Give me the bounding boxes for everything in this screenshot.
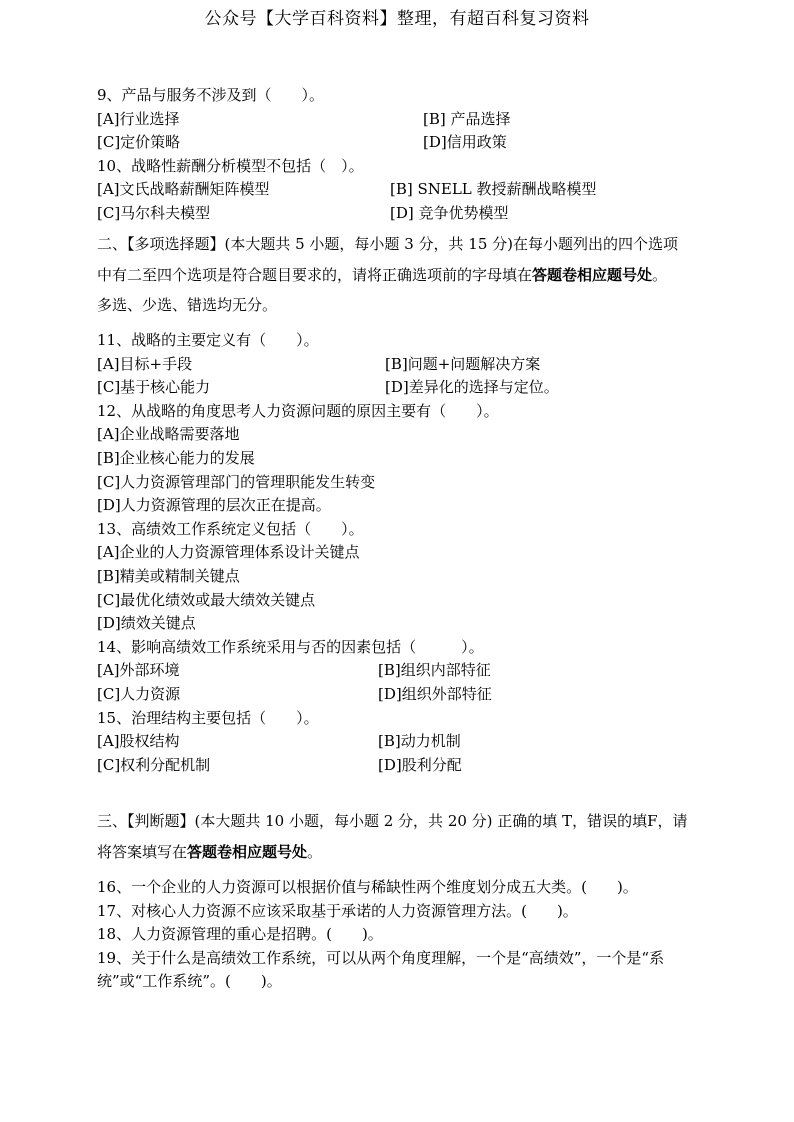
section3-line2-end: 。 [307,842,323,861]
q9-option-a: [A]行业选择 [97,109,180,128]
q11-option-c: [C]基于核心能力 [97,378,211,397]
q17-text: 17、对核心人力资源不应该采取基于承诺的人力资源管理方法。( )。 [97,901,578,920]
q10-option-c: [C]马尔科夫模型 [97,203,211,222]
q10-option-b: [B] SNELL 教授薪酬战略模型 [390,180,597,199]
part1-questions [97,84,707,226]
q10-option-a: [A]文氏战略薪酬矩阵模型 [97,180,270,199]
q13-option-d: [D]绩效关键点 [97,614,196,633]
q11-option-a: [A]目标+手段 [97,354,193,373]
q15-option-b: [B]动力机制 [378,732,461,751]
q9-row-ab [97,108,707,132]
q14-option-d: [D]组织外部特征 [378,684,492,703]
section3-line2 [97,837,707,868]
section2-line3: 多选、少选、错选均无分。 [97,296,278,314]
q9-option-c: [C]定价策略 [97,133,181,152]
q18-text: 18、人力资源管理的重心是招聘。( )。 [97,925,383,944]
q10-option-d: [D] 竞争优势模型 [390,203,509,222]
q9-row-cd [97,131,707,155]
q12-option-b: [B]企业核心能力的发展 [97,448,255,467]
q19-text-line2: 统”或“工作系统”。( )。 [97,972,282,991]
q15-row-cd [97,754,707,778]
q15-option-a: [A]股权结构 [97,732,180,751]
q15-row-ab [97,730,707,754]
q13-option-b: [B]精美或精制关键点 [97,566,240,585]
q9-option-d: [D]信用政策 [423,133,507,152]
q12-stem: 12、从战略的角度思考人力资源问题的原因主要有（ ）。 [97,401,499,420]
q13-option-c: [C]最优化绩效或最大绩效关键点 [97,590,316,609]
q15-stem: 15、治理结构主要包括（ ）。 [97,708,319,727]
q11-stem: 11、战略的主要定义有（ ）。 [97,331,319,349]
section2-answer-location: 答题卷相应题号处 [532,265,653,284]
q10-row-ab [97,178,707,202]
q15-option-c: [C]权利分配机制 [97,755,211,774]
part3-questions [97,876,707,994]
q9-stem: 9、产品与服务不涉及到（ ）。 [97,86,325,104]
section3-instructions [97,806,707,867]
q12-option-c: [C]人力资源管理部门的管理职能发生转变 [97,472,376,491]
q12-option-d: [D]人力资源管理的层次正在提高。 [97,496,331,515]
q9-option-b: [B] 产品选择 [423,109,511,128]
q14-stem: 14、影响高绩效工作系统采用与否的因素包括（ ）。 [97,637,484,656]
section3-answer-location: 答题卷相应题号处 [187,842,308,861]
q10-row-cd [97,202,707,226]
section2-instructions [97,229,707,321]
q14-option-a: [A]外部环境 [97,661,180,680]
q11-row-cd [97,376,707,400]
q12-option-a: [A]企业战略需要落地 [97,425,240,444]
section2-line2-text: 中有二至四个选项是符合题目要求的，请将正确选项前的字母填在 [97,265,533,284]
q14-option-b: [B]组织内部特征 [378,661,491,680]
section3-line1: 三、【判断题】(本大题共 10 小题，每小题 2 分，共 20 分) 正确的填 T，错误的填F，请 [97,812,688,830]
q11-option-b: [B]问题+问题解决方案 [385,354,541,373]
page-header: 公众号【大学百科资料】整理，有超百科复习资料 [204,9,590,29]
q16-text: 16、一个企业的人力资源可以根据价值与稀缺性两个维度划分成五大类。( )。 [97,878,638,896]
q14-option-c: [C]人力资源 [97,684,181,703]
q11-row-ab [97,353,707,377]
q10-stem: 10、战略性薪酬分析模型不包括（ ）。 [97,156,364,175]
section2-line2-end: 。 [652,265,668,284]
q13-stem: 13、高绩效工作系统定义包括（ ）。 [97,519,364,538]
q14-row-cd [97,683,707,707]
section2-line1: 二、【多项选择题】(本大题共 5 小题，每小题 3 分，共 15 分)在每小题列出的四个选项 [97,235,678,253]
q11-option-d: [D]差异化的选择与定位。 [385,378,559,397]
q19-text-line1: 19、关于什么是高绩效工作系统，可以从两个角度理解，一个是“高绩效”，一个是“系 [97,948,665,967]
q14-row-ab [97,659,707,683]
part2-questions [97,329,707,777]
section3-line2-text: 将答案填写在 [97,842,188,861]
q15-option-d: [D]股利分配 [378,755,462,774]
section2-line2 [97,260,707,291]
q13-option-a: [A]企业的人力资源管理体系设计关键点 [97,543,360,562]
